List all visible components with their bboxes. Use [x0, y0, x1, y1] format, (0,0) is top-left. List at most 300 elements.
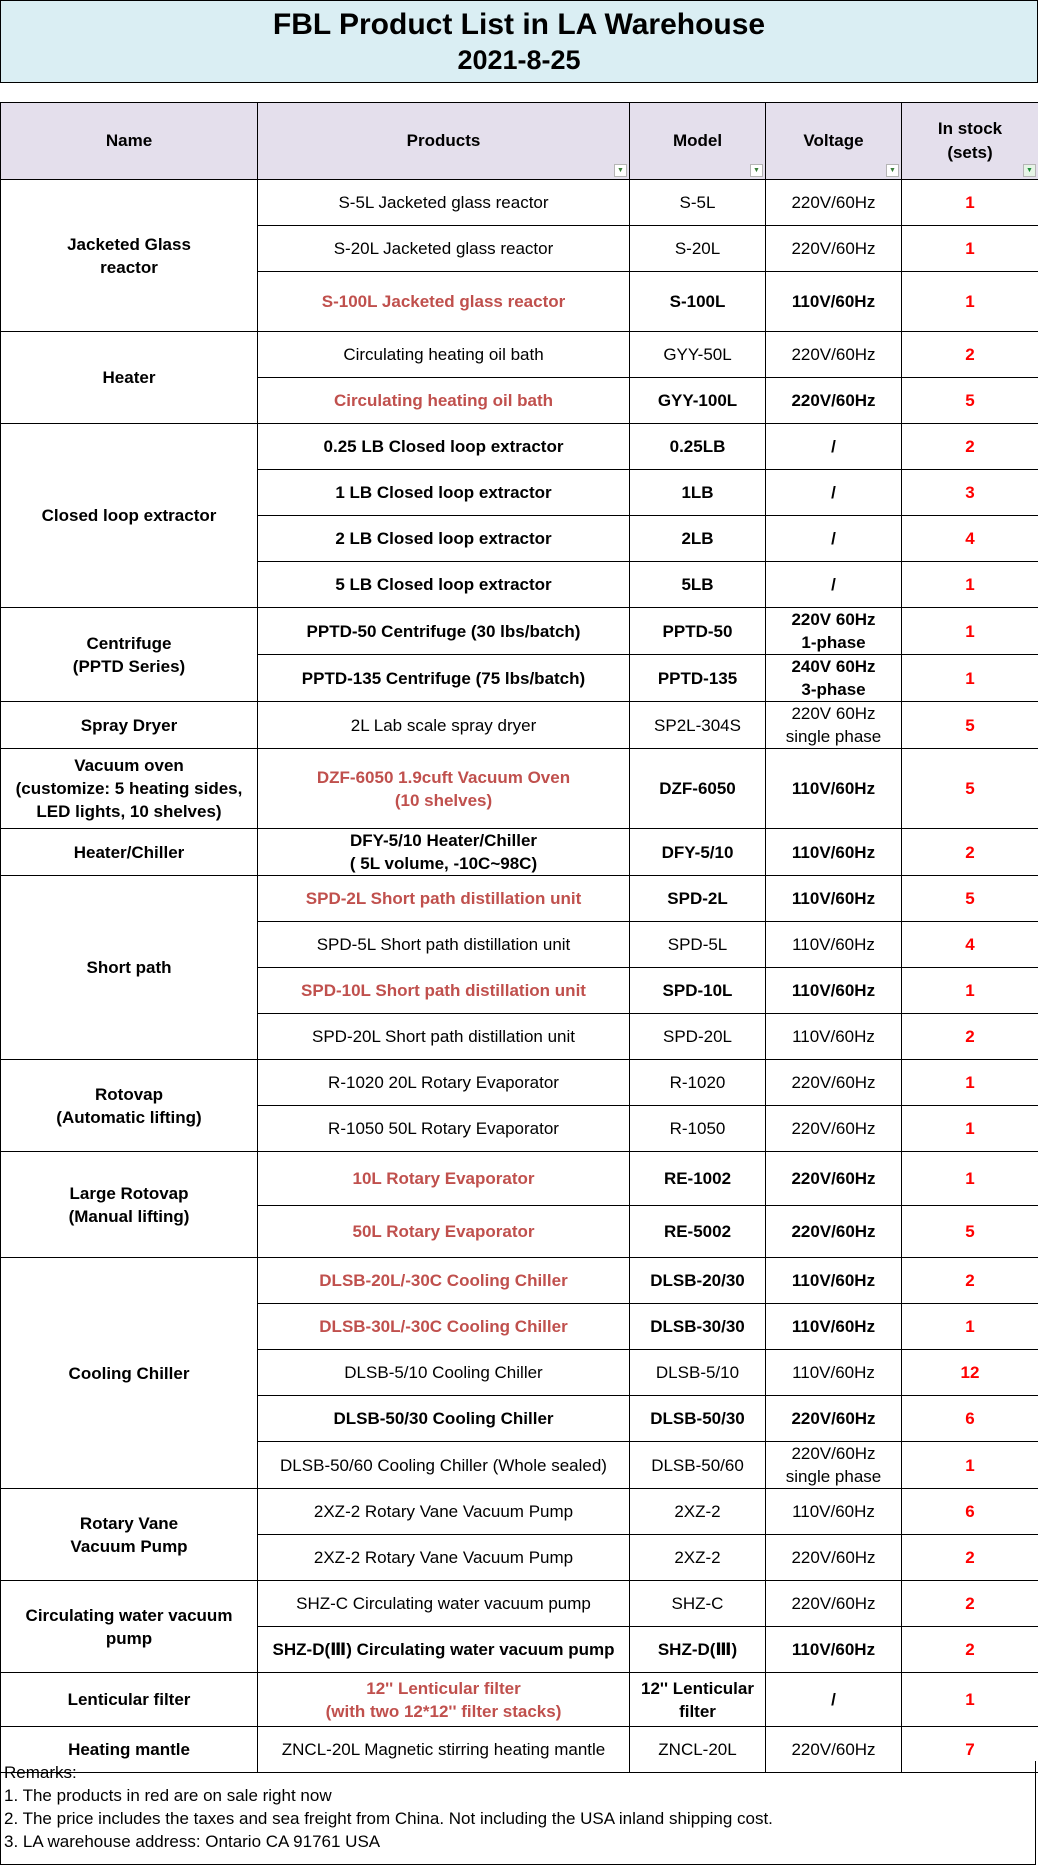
stock-cell: 5 — [902, 702, 1038, 749]
product-cell-line: Circulating heating oil bath — [333, 391, 554, 410]
product-cell — [258, 608, 630, 655]
product-cell-line: ZNCL-20L Magnetic stirring heating mantle — [281, 1740, 606, 1759]
filter-active-icon[interactable]: ▼ — [1023, 164, 1036, 177]
product-cell — [258, 1106, 630, 1152]
product-cell — [258, 516, 630, 562]
product-cell-line: 2XZ-2 Rotary Vane Vacuum Pump — [313, 1502, 574, 1521]
voltage-cell — [766, 1350, 902, 1396]
category-name-cell — [1, 332, 258, 424]
voltage-cell-line: 110V/60Hz — [792, 1027, 875, 1046]
model-cell — [630, 922, 766, 968]
category-name-line: Closed loop extractor — [41, 506, 217, 525]
header-voltage — [766, 103, 902, 180]
voltage-cell-line: / — [831, 483, 836, 502]
voltage-cell — [766, 1206, 902, 1258]
voltage-cell — [766, 702, 902, 749]
voltage-cell — [766, 332, 902, 378]
voltage-cell — [766, 1152, 902, 1206]
category-name-cell — [1, 1060, 258, 1152]
stock-cell: 2 — [902, 424, 1038, 470]
product-cell — [258, 876, 630, 922]
stock-cell: 5 — [902, 378, 1038, 424]
model-cell-line: 2LB — [681, 529, 714, 548]
category-name-line: Heating mantle — [68, 1740, 190, 1759]
product-cell-line: 5 LB Closed loop extractor — [335, 575, 552, 594]
voltage-cell — [766, 1489, 902, 1535]
model-cell-line: DLSB-50/30 — [650, 1409, 745, 1428]
category-name-line: Rotovap — [95, 1084, 163, 1104]
stock-cell: 1 — [902, 1060, 1038, 1106]
model-cell — [630, 424, 766, 470]
product-cell-line: DZF-6050 1.9cuft Vacuum Oven — [316, 767, 571, 787]
product-cell-line: SPD-10L Short path distillation unit — [301, 981, 586, 1000]
product-cell-line: 12'' Lenticular filter — [366, 1678, 521, 1698]
voltage-cell-line: 110V/60Hz — [791, 1317, 876, 1336]
product-cell — [258, 1489, 630, 1535]
table-body — [1, 180, 1038, 1773]
voltage-cell-line: 220V/60Hz — [791, 1740, 876, 1759]
voltage-cell — [766, 272, 902, 332]
voltage-cell — [766, 876, 902, 922]
voltage-cell — [766, 1627, 902, 1673]
model-cell-line: DFY-5/10 — [661, 842, 734, 862]
table-row — [1, 749, 1038, 829]
product-cell — [258, 378, 630, 424]
voltage-cell — [766, 1060, 902, 1106]
product-cell-line: DFY-5/10 Heater/Chiller — [349, 831, 538, 850]
stock-cell: 3 — [902, 470, 1038, 516]
category-name-line: (customize: 5 heating sides, — [15, 779, 243, 798]
title-banner — [0, 0, 1038, 83]
category-name-cell — [1, 876, 258, 1060]
table-row — [1, 332, 1038, 378]
model-cell-line: 2XZ-2 — [674, 1548, 721, 1567]
model-cell — [630, 332, 766, 378]
product-table — [0, 102, 1038, 1773]
voltage-cell-line: 110V/60Hz — [791, 1271, 876, 1290]
product-cell-line: 50L Rotary Evaporator — [352, 1222, 535, 1241]
category-name-line: Heater — [102, 368, 156, 387]
stock-cell: 5 — [902, 876, 1038, 922]
category-name-line: Vacuum Pump — [70, 1536, 188, 1556]
category-name-line: Large Rotovap — [69, 1183, 189, 1203]
voltage-cell — [766, 180, 902, 226]
model-cell — [630, 1206, 766, 1258]
category-name-line: Spray Dryer — [80, 715, 178, 735]
table-row — [1, 608, 1038, 655]
product-cell — [258, 1581, 630, 1627]
model-cell — [630, 1396, 766, 1442]
model-cell — [630, 1258, 766, 1304]
model-cell — [630, 516, 766, 562]
stock-cell: 1 — [902, 272, 1038, 332]
product-cell-line: R-1050 50L Rotary Evaporator — [328, 1119, 559, 1138]
model-cell — [630, 1489, 766, 1535]
model-cell — [630, 1350, 766, 1396]
voltage-cell — [766, 226, 902, 272]
category-name-line: (Automatic lifting) — [56, 1107, 202, 1127]
model-cell — [630, 272, 766, 332]
product-cell-line: 10L Rotary Evaporator — [352, 1169, 535, 1188]
category-name-cell — [1, 829, 258, 876]
model-cell — [630, 749, 766, 829]
stock-cell: 1 — [902, 1304, 1038, 1350]
voltage-cell-line: 220V/60Hz — [791, 345, 876, 364]
product-cell — [258, 749, 630, 829]
product-cell — [258, 332, 630, 378]
header-voltage-label: Voltage — [803, 131, 864, 150]
product-cell-line: R-1020 20L Rotary Evaporator — [328, 1073, 559, 1092]
page-title: FBL Product List in LA Warehouse — [272, 8, 766, 41]
model-cell — [630, 1535, 766, 1581]
model-cell-line: SPD-2L — [667, 889, 728, 908]
table-row — [1, 829, 1038, 876]
remarks-heading: Remarks: — [4, 1763, 77, 1782]
header-name — [1, 103, 258, 180]
stock-cell: 2 — [902, 1014, 1038, 1060]
voltage-cell-line: 220V/60Hz — [791, 193, 876, 212]
header-stock — [902, 103, 1038, 180]
filter-dropdown-icon[interactable]: ▼ — [614, 164, 627, 177]
product-cell — [258, 1350, 630, 1396]
voltage-cell — [766, 1258, 902, 1304]
category-name-line: Cooling Chiller — [68, 1363, 190, 1383]
category-name-line: LED lights, 10 shelves) — [36, 802, 222, 821]
stock-cell: 1 — [902, 1673, 1038, 1727]
voltage-cell — [766, 655, 902, 702]
product-cell-line: 2 LB Closed loop extractor — [335, 529, 552, 548]
category-name-line: Jacketed Glass — [67, 234, 191, 254]
stock-cell: 1 — [902, 1106, 1038, 1152]
model-cell-line: R-1020 — [669, 1073, 726, 1092]
product-cell-line: SPD-20L Short path distillation unit — [311, 1027, 576, 1046]
table-row — [1, 1581, 1038, 1627]
product-cell-line: 1 LB Closed loop extractor — [335, 483, 552, 502]
product-cell-line: DLSB-30L/-30C Cooling Chiller — [319, 1317, 568, 1336]
voltage-cell — [766, 516, 902, 562]
stock-cell: 5 — [902, 1206, 1038, 1258]
voltage-cell-line: single phase — [785, 727, 882, 746]
category-name-cell — [1, 1581, 258, 1673]
category-name-cell — [1, 1152, 258, 1258]
voltage-cell-line: 110V/60Hz — [792, 935, 875, 954]
filter-dropdown-icon[interactable]: ▼ — [886, 164, 899, 177]
model-cell-line: S-20L — [674, 239, 721, 258]
model-cell — [630, 1673, 766, 1727]
voltage-cell-line: 220V/60Hz — [791, 1548, 876, 1567]
model-cell-line: 12'' Lenticular — [641, 1678, 754, 1698]
model-cell-line: GYY-100L — [657, 391, 738, 410]
model-cell-line: RE-5002 — [663, 1222, 732, 1241]
product-cell-line: S-100L Jacketed glass reactor — [321, 292, 566, 311]
header-products — [258, 103, 630, 180]
stock-cell: 2 — [902, 1258, 1038, 1304]
voltage-cell-line: 220V/60Hz — [791, 1409, 876, 1428]
voltage-cell-line: 110V/60Hz — [791, 842, 876, 862]
product-cell — [258, 655, 630, 702]
voltage-cell-line: / — [831, 1690, 836, 1709]
product-cell — [258, 968, 630, 1014]
model-cell-line: DLSB-20/30 — [650, 1271, 745, 1290]
table-row — [1, 1060, 1038, 1106]
model-cell-line: 0.25LB — [669, 437, 726, 456]
voltage-cell-line: 110V/60Hz — [791, 292, 876, 311]
product-cell-line: S-5L Jacketed glass reactor — [338, 193, 549, 212]
stock-cell: 2 — [902, 332, 1038, 378]
table-row — [1, 1489, 1038, 1535]
model-cell — [630, 562, 766, 608]
voltage-cell-line: 1-phase — [801, 633, 866, 652]
category-name-cell — [1, 180, 258, 332]
voltage-cell — [766, 470, 902, 516]
model-cell-line: DLSB-5/10 — [655, 1363, 740, 1382]
category-name-line: pump — [105, 1628, 153, 1648]
product-cell — [258, 1152, 630, 1206]
model-cell-line: SPD-10L — [662, 981, 733, 1000]
table-row — [1, 1258, 1038, 1304]
model-cell-line: SP2L-304S — [654, 715, 741, 735]
category-name-cell — [1, 702, 258, 749]
remark-line: 2. The price includes the taxes and sea freight from China. Not including the USA inland shipping cost. — [4, 1809, 773, 1828]
table-row — [1, 702, 1038, 749]
voltage-cell — [766, 968, 902, 1014]
product-cell — [258, 829, 630, 876]
category-name-line: reactor — [100, 257, 158, 277]
header-stock-unit: (sets) — [947, 143, 993, 162]
product-cell — [258, 1014, 630, 1060]
model-cell — [630, 655, 766, 702]
product-cell — [258, 1060, 630, 1106]
voltage-cell-line: 220V/60Hz — [791, 1119, 876, 1138]
product-cell-line: S-20L Jacketed glass reactor — [333, 239, 554, 258]
model-cell — [630, 702, 766, 749]
model-cell-line: DLSB-30/30 — [650, 1317, 745, 1336]
voltage-cell-line: 220V 60Hz — [791, 610, 876, 629]
model-cell — [630, 1060, 766, 1106]
model-cell-line: 1LB — [681, 483, 714, 502]
product-cell — [258, 1206, 630, 1258]
stock-cell: 1 — [902, 655, 1038, 702]
header-name-label: Name — [105, 131, 153, 150]
category-name-line: Short path — [86, 958, 172, 977]
voltage-cell-line: 220V/60Hz — [791, 1222, 876, 1241]
model-cell — [630, 180, 766, 226]
voltage-cell — [766, 1304, 902, 1350]
stock-cell: 2 — [902, 1581, 1038, 1627]
product-cell-line: SPD-2L Short path distillation unit — [305, 889, 582, 908]
model-cell — [630, 1581, 766, 1627]
product-cell-line: PPTD-50 Centrifuge (30 lbs/batch) — [306, 621, 581, 641]
category-name-cell — [1, 1258, 258, 1489]
voltage-cell-line: 240V 60Hz — [791, 657, 876, 676]
voltage-cell — [766, 1396, 902, 1442]
voltage-cell — [766, 749, 902, 829]
stock-cell: 1 — [902, 968, 1038, 1014]
model-cell — [630, 1627, 766, 1673]
table-row — [1, 180, 1038, 226]
stock-cell: 1 — [902, 1442, 1038, 1489]
model-cell — [630, 968, 766, 1014]
model-cell — [630, 226, 766, 272]
product-cell — [258, 180, 630, 226]
stock-cell: 2 — [902, 1627, 1038, 1673]
category-name-line: (Manual lifting) — [68, 1206, 190, 1226]
voltage-cell — [766, 1106, 902, 1152]
voltage-cell-line: 220V/60Hz — [791, 1169, 876, 1188]
product-cell-line: Circulating heating oil bath — [343, 345, 544, 364]
product-cell-line: 2XZ-2 Rotary Vane Vacuum Pump — [313, 1548, 574, 1567]
product-cell — [258, 1304, 630, 1350]
product-cell — [258, 702, 630, 749]
voltage-cell — [766, 1673, 902, 1727]
model-cell-line: DLSB-50/60 — [651, 1455, 744, 1475]
model-cell — [630, 378, 766, 424]
voltage-cell — [766, 922, 902, 968]
voltage-cell — [766, 1442, 902, 1489]
header-products-label: Products — [406, 131, 481, 150]
model-cell — [630, 1442, 766, 1489]
product-cell-line: ( 5L volume, -10C~98C) — [349, 854, 538, 873]
voltage-cell — [766, 829, 902, 876]
product-cell — [258, 1535, 630, 1581]
model-cell-line: S-100L — [669, 292, 726, 311]
product-cell-line: DLSB-5/10 Cooling Chiller — [344, 1363, 543, 1382]
product-cell-line: PPTD-135 Centrifuge (75 lbs/batch) — [301, 668, 586, 688]
product-cell-line: DLSB-50/60 Cooling Chiller (Whole sealed) — [280, 1455, 607, 1475]
product-cell-line: SHZ-C Circulating water vacuum pump — [296, 1594, 591, 1613]
model-cell — [630, 1106, 766, 1152]
voltage-cell-line: single phase — [785, 1467, 882, 1486]
model-cell — [630, 1304, 766, 1350]
voltage-cell-line: 220V/60Hz — [791, 1594, 876, 1613]
table-row — [1, 876, 1038, 922]
stock-cell: 1 — [902, 1152, 1038, 1206]
category-name-line: Rotary Vane — [79, 1513, 179, 1533]
stock-cell: 4 — [902, 922, 1038, 968]
voltage-cell-line: 3-phase — [801, 680, 866, 699]
voltage-cell — [766, 1014, 902, 1060]
stock-cell: 2 — [902, 1535, 1038, 1581]
voltage-cell-line: 110V/60Hz — [792, 1363, 875, 1382]
model-cell-line: S-5L — [679, 193, 716, 212]
model-cell-line: 5LB — [681, 575, 714, 594]
category-name-line: (PPTD Series) — [72, 656, 186, 676]
model-cell-line: PPTD-135 — [657, 668, 738, 688]
stock-cell: 5 — [902, 749, 1038, 829]
model-cell — [630, 1014, 766, 1060]
voltage-cell-line: 110V/60Hz — [792, 1502, 875, 1521]
product-cell-line: DLSB-50/30 Cooling Chiller — [333, 1409, 554, 1428]
voltage-cell-line: 220V/60Hz — [791, 1073, 876, 1092]
product-cell — [258, 1627, 630, 1673]
page-date: 2021-8-25 — [457, 45, 581, 75]
model-cell-line: filter — [679, 1701, 716, 1721]
voltage-cell — [766, 608, 902, 655]
stock-cell: 6 — [902, 1396, 1038, 1442]
product-cell — [258, 1396, 630, 1442]
model-cell — [630, 608, 766, 655]
product-cell — [258, 424, 630, 470]
model-cell-line: SHZ-C — [671, 1594, 724, 1613]
voltage-cell-line: 220V/60Hz — [791, 239, 876, 258]
stock-cell: 2 — [902, 829, 1038, 876]
model-cell — [630, 829, 766, 876]
category-name-line: Heater/Chiller — [73, 842, 185, 862]
category-name-line: Circulating water vacuum — [25, 1605, 233, 1625]
stock-cell: 12 — [902, 1350, 1038, 1396]
table-row — [1, 1152, 1038, 1206]
model-cell — [630, 876, 766, 922]
header-model-label: Model — [672, 131, 723, 150]
stock-cell: 7 — [902, 1727, 1038, 1773]
stock-cell: 6 — [902, 1489, 1038, 1535]
header-model — [630, 103, 766, 180]
stock-cell: 4 — [902, 516, 1038, 562]
product-cell-line: 0.25 LB Closed loop extractor — [323, 437, 564, 456]
voltage-cell-line: 110V/60Hz — [791, 981, 876, 1000]
stock-cell: 1 — [902, 180, 1038, 226]
remark-line: 1. The products in red are on sale right now — [4, 1786, 332, 1805]
voltage-cell-line: / — [831, 437, 836, 456]
product-cell-line: (with two 12*12'' filter stacks) — [325, 1701, 562, 1721]
voltage-cell-line: 220V 60Hz — [791, 704, 876, 723]
category-name-cell — [1, 1489, 258, 1581]
product-cell — [258, 272, 630, 332]
product-cell-line: (10 shelves) — [394, 790, 493, 810]
stock-cell: 1 — [902, 608, 1038, 655]
product-cell — [258, 226, 630, 272]
voltage-cell-line: / — [831, 529, 836, 548]
table-row — [1, 1673, 1038, 1727]
voltage-cell — [766, 378, 902, 424]
stock-cell: 1 — [902, 562, 1038, 608]
model-cell — [630, 1152, 766, 1206]
category-name-cell — [1, 1673, 258, 1727]
product-cell — [258, 1442, 630, 1489]
voltage-cell-line: 110V/60Hz — [791, 1640, 876, 1659]
model-cell — [630, 470, 766, 516]
voltage-cell-line: 220V/60Hz — [791, 1444, 876, 1463]
model-cell-line: PPTD-50 — [662, 621, 733, 641]
category-name-cell — [1, 608, 258, 702]
product-cell — [258, 1258, 630, 1304]
category-name-line: Lenticular filter — [67, 1690, 191, 1709]
category-name-line: Vacuum oven — [74, 756, 184, 775]
model-cell-line: DZF-6050 — [659, 779, 736, 798]
voltage-cell-line: / — [831, 575, 836, 594]
product-cell-line: SPD-5L Short path distillation unit — [316, 935, 571, 954]
product-cell — [258, 470, 630, 516]
category-name-line: Centrifuge — [86, 633, 172, 653]
model-cell-line: SHZ-D(Ⅲ) — [657, 1640, 738, 1659]
voltage-cell — [766, 1535, 902, 1581]
stock-cell: 1 — [902, 226, 1038, 272]
model-cell-line: GYY-50L — [663, 345, 732, 364]
product-cell — [258, 1673, 630, 1727]
model-cell-line: SPD-20L — [663, 1027, 732, 1046]
model-cell-line: 2XZ-2 — [674, 1502, 721, 1521]
header-row — [1, 103, 1038, 180]
voltage-cell — [766, 424, 902, 470]
product-cell-line: 2L Lab scale spray dryer — [350, 715, 537, 735]
filter-dropdown-icon[interactable]: ▼ — [750, 164, 763, 177]
product-cell-line: SHZ-D(Ⅲ) Circulating water vacuum pump — [272, 1640, 615, 1659]
voltage-cell-line: 220V/60Hz — [791, 391, 876, 410]
product-cell-line: DLSB-20L/-30C Cooling Chiller — [319, 1271, 568, 1290]
voltage-cell-line: 110V/60Hz — [791, 889, 876, 908]
header-stock-label: In stock — [937, 119, 1003, 138]
remark-line: 3. LA warehouse address: Ontario CA 91761 USA — [4, 1832, 381, 1851]
